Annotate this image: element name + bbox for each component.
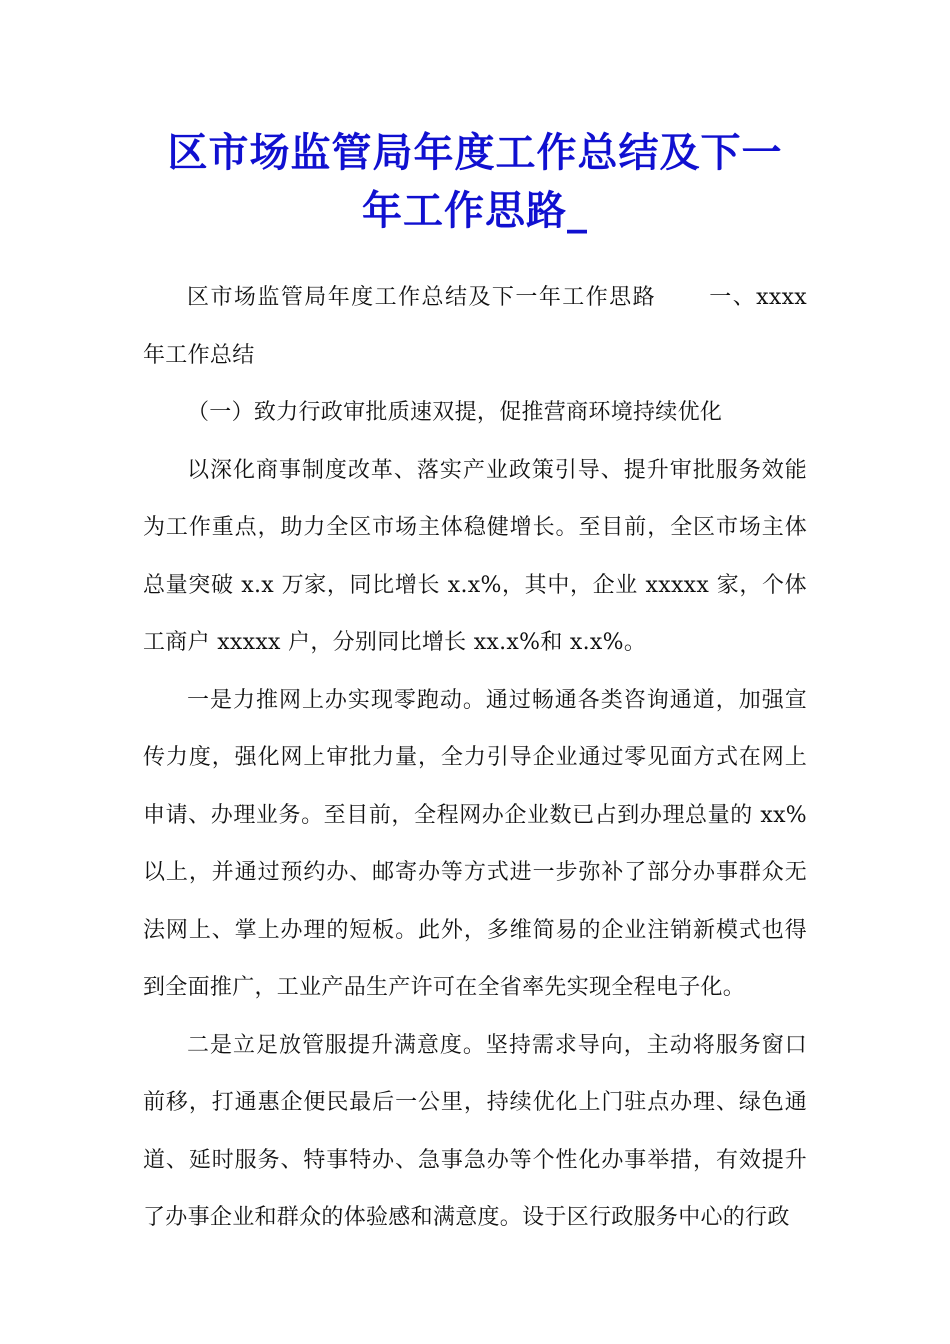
intro-doc-name: 区市场监管局年度工作总结及下一年工作思路 xyxy=(187,285,657,310)
title-line-1: 区市场监管局年度工作总结及下一 xyxy=(167,129,783,176)
paragraph-point-one: 一是力推网上办实现零跑动。通过畅通各类咨询通道，加强宣传力度，强化网上审批力量，全力引导企业通过零见面方式在网上申请、办理业务。至目前，全程网办企业数已占到办理总量的 xx%以上，并通过预约办、邮寄办等方式进一步弥补了部分办事群众无法网上、掌上办理的短板。此外，多维简易的企业注销新模式也得到全面推广，工业产品生产许可在全省率先实现全程电子化。 xyxy=(143,687,807,1000)
document-body xyxy=(143,269,807,1247)
intro-section-heading: 一、xxxx 年工作总结 xyxy=(143,285,807,368)
document-title xyxy=(143,124,807,240)
subsection-heading: （一）致力行政审批质速双提，促推营商环境持续优化 xyxy=(187,400,723,425)
title-line-2: 年工作思路_ xyxy=(362,187,588,234)
intro-paragraph xyxy=(143,269,807,384)
paragraph-point-two: 二是立足放管服提升满意度。坚持需求导向，主动将服务窗口前移，打通惠企便民最后一公里，持续优化上门驻点办理、绿色通道、延时服务、特事特办、急事急办等个性化办事举措，有效提升了办事企业和群众的体验感和满意度。设于区行政服务中心的行政 xyxy=(143,1032,807,1230)
paragraph-overview: 以深化商事制度改革、落实产业政策引导、提升审批服务效能为工作重点，助力全区市场主体稳健增长。至目前，全区市场主体总量突破 x.x 万家，同比增长 x.x%，其中，企业 xxxxx 家，个体工商户 xxxxx 户，分别同比增长 xx.x%和 x.x%。 xyxy=(143,457,807,655)
